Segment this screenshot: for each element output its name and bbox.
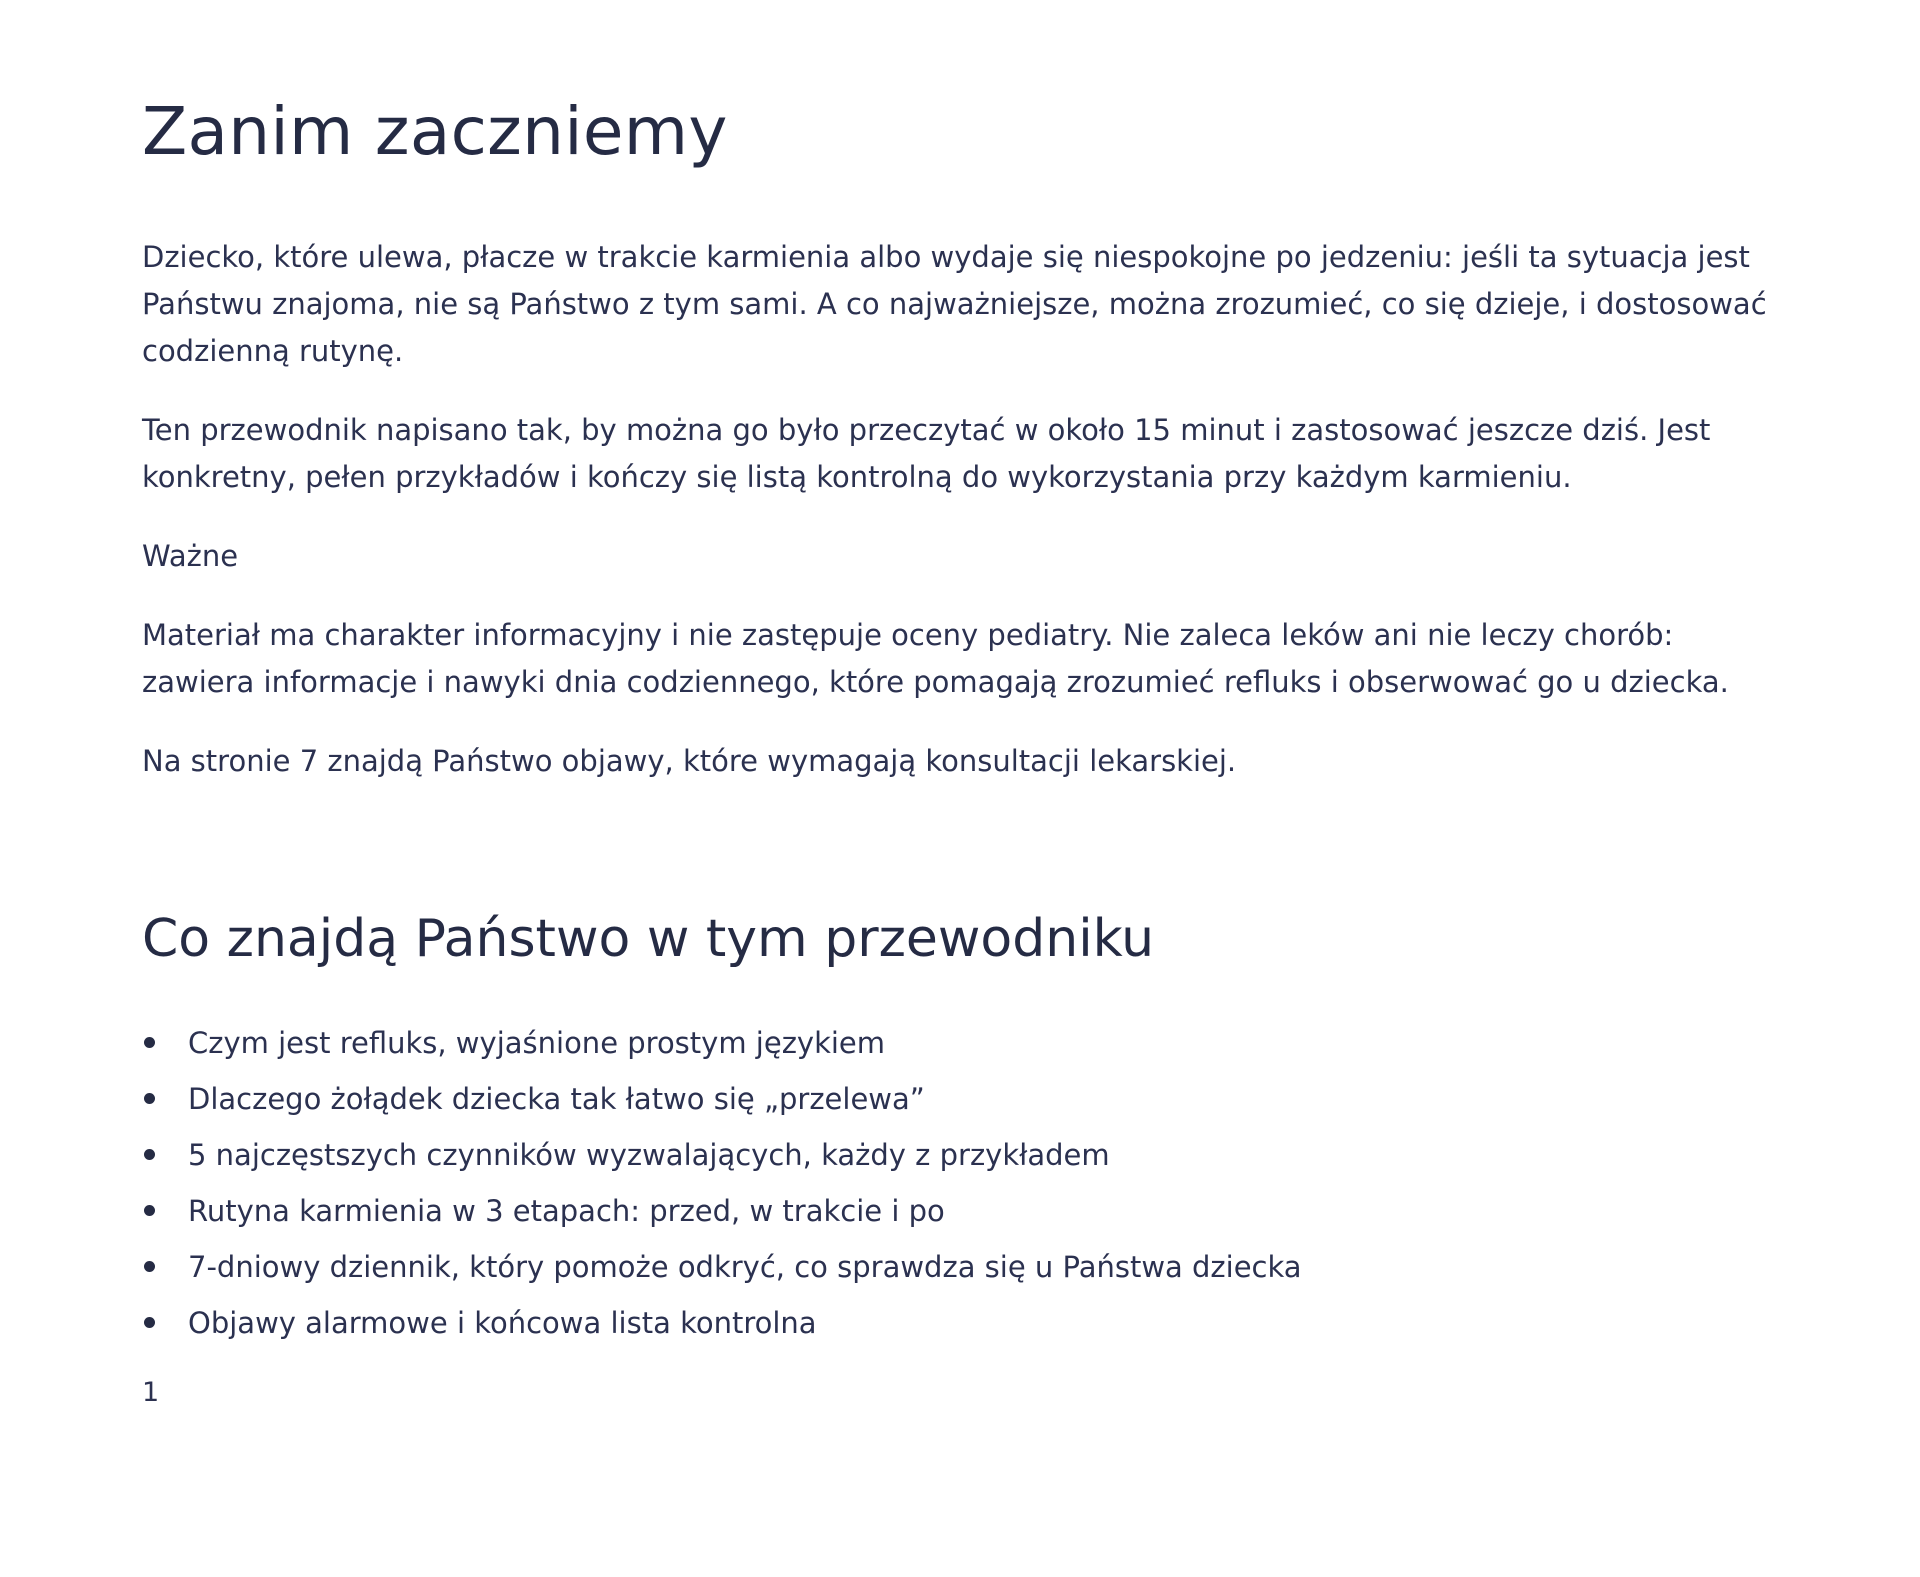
guide-description-paragraph: Ten przewodnik napisano tak, by można go było przeczytać w około 15 minut i zastosować jeszcze dziś. Jest konkretny, pełen przykładów i kończy się listą kontrolną do wykorzystania przy każdym karmieniu. <box>142 413 1711 494</box>
list-item-text: Dlaczego żołądek dziecka tak łatwo się „przelewa” <box>188 1082 925 1116</box>
list-item <box>142 1127 1778 1183</box>
list-item-text: 5 najczęstszych czynników wyzwalających, każdy z przykładem <box>188 1138 1110 1172</box>
list-item <box>142 1015 1778 1071</box>
bullet-icon <box>144 1149 155 1160</box>
page-number: 1 <box>142 1377 160 1408</box>
page-reference-paragraph: Na stronie 7 znajdą Państwo objawy, które wymagają konsultacji lekarskiej. <box>142 744 1237 778</box>
list-item <box>142 1239 1778 1295</box>
guide-contents-list <box>142 1015 1778 1351</box>
list-item-text: Objawy alarmowe i końcowa lista kontrolna <box>188 1306 817 1340</box>
list-item <box>142 1295 1778 1351</box>
bullet-icon <box>144 1261 155 1272</box>
list-item-text: Rutyna karmienia w 3 etapach: przed, w trakcie i po <box>188 1194 945 1228</box>
bullet-icon <box>144 1205 155 1216</box>
bullet-icon <box>144 1093 155 1104</box>
bullet-icon <box>144 1317 155 1328</box>
list-item-text: 7-dniowy dziennik, który pomoże odkryć, co sprawdza się u Państwa dziecka <box>188 1250 1302 1284</box>
disclaimer-paragraph: Materiał ma charakter informacyjny i nie zastępuje oceny pediatry. Nie zaleca leków ani nie leczy chorób: zawiera informacje i nawyki dnia codziennego, które pomagają zrozumieć refluks i obserwować go u dziecka. <box>142 618 1729 699</box>
section-title-guide-contents: Co znajdą Państwo w tym przewodniku <box>142 909 1155 969</box>
section-title-before-we-start: Zanim zaczniemy <box>142 93 728 170</box>
list-item-text: Czym jest refluks, wyjaśnione prostym językiem <box>188 1026 886 1060</box>
bullet-icon <box>144 1037 155 1048</box>
important-label: Ważne <box>142 539 239 573</box>
list-item <box>142 1183 1778 1239</box>
intro-paragraph: Dziecko, które ulewa, płacze w trakcie karmienia albo wydaje się niespokojne po jedzeniu: jeśli ta sytuacja jest Państwu znajoma, nie są Państwo z tym sami. A co najważniejsze, można zrozumieć, co się dzieje, i dostosować codzienną rutynę. <box>142 240 1767 368</box>
list-item <box>142 1071 1778 1127</box>
